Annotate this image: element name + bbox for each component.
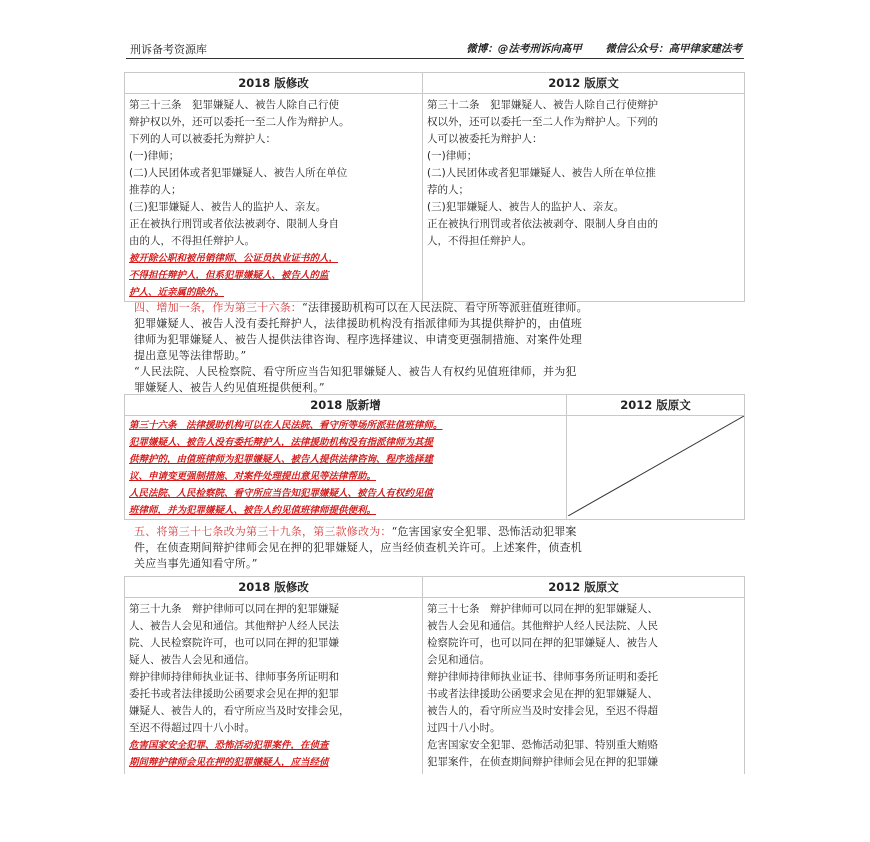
comparison-table-2 bbox=[124, 394, 745, 520]
text-line: “人民法院、人民检察院、看守所应当告知犯罪嫌疑人、被告人有权约见值班律师，并为犯 bbox=[134, 365, 577, 378]
text-line: (三)犯罪嫌疑人、被告人的监护人、亲友。 bbox=[129, 201, 327, 213]
handwritten-line: 第三十六条 法律援助机构可以在人民法院、看守所等场所派驻值班律师。 bbox=[129, 420, 443, 431]
handwritten-addition: 被开除公职和被吊销律师、公证员执业证书的人， bbox=[129, 253, 339, 264]
table3-cell-2012 bbox=[423, 598, 745, 774]
section4-paragraph bbox=[134, 300, 746, 396]
handwritten-line: 议、申请变更强制措施、对案件处理提出意见等法律帮助。 bbox=[129, 471, 377, 482]
table3-header-2018: 2018 版修改 bbox=[125, 577, 423, 598]
text-line: (二)人民团体或者犯罪嫌疑人、被告人所在单位推 bbox=[427, 167, 656, 179]
text-line: 第三十九条 辩护律师可以同在押的犯罪嫌疑 bbox=[129, 603, 339, 615]
section4-heading: 四、增加一条，作为第三十六条： bbox=[134, 301, 302, 314]
handwritten-addition: 护人、近亲属的除外。 bbox=[129, 287, 225, 298]
table1-cell-2018 bbox=[125, 94, 423, 302]
handwritten-addition: 不得担任辩护人，但系犯罪嫌疑人、被告人的监 bbox=[129, 270, 329, 281]
table1-cell-2012 bbox=[423, 94, 745, 302]
text-line: 院、人民检察院许可，也可以同在押的犯罪嫌 bbox=[129, 637, 339, 649]
text-line: 委托书或者法律援助公函要求会见在押的犯罪 bbox=[129, 688, 339, 700]
page-header bbox=[126, 40, 744, 59]
text-line: 嫌疑人、被告人的，看守所应当及时安排会见， bbox=[129, 705, 350, 717]
text-line: 犯罪案件，在侦查期间辩护律师会见在押的犯罪嫌 bbox=[427, 756, 658, 768]
text-line: 第三十七条 辩护律师可以同在押的犯罪嫌疑人、 bbox=[427, 603, 658, 615]
text-line: (一)律师； bbox=[427, 150, 478, 162]
text-line: “危害国家安全犯罪、恐怖活动犯罪案 bbox=[391, 525, 577, 538]
text-line: 辩护律师持律师执业证书、律师事务所证明和 bbox=[129, 671, 339, 683]
text-line: 检察院许可，也可以同在押的犯罪嫌疑人、被告人 bbox=[427, 637, 658, 649]
text-line: 权以外，还可以委托一至二人作为辩护人。下列的 bbox=[427, 116, 658, 128]
text-line: 正在被执行刑罚或者依法被剥夺、限制人身自由的 bbox=[427, 218, 658, 230]
table3-cell-2018 bbox=[125, 598, 423, 774]
table2-cell-2012-empty bbox=[567, 416, 745, 520]
comparison-table-1 bbox=[124, 72, 745, 302]
table2-header-2018: 2018 版新增 bbox=[125, 395, 567, 416]
handwritten-line: 供辩护的，由值班律师为犯罪嫌疑人、被告人提供法律咨询、程序选择建 bbox=[129, 454, 434, 465]
text-line: 推荐的人； bbox=[129, 184, 182, 196]
header-weibo: 微博：@法考刑诉向高甲 bbox=[466, 43, 582, 55]
text-line: 人、被告人会见和通信。其他辩护人经人民法 bbox=[129, 620, 339, 632]
header-contacts bbox=[446, 41, 742, 56]
text-line: 过四十八小时。 bbox=[427, 722, 501, 734]
text-line: 提出意见等法律帮助。” bbox=[134, 349, 247, 362]
text-line: 会见和通信。 bbox=[427, 654, 490, 666]
text-line: 第三十三条 犯罪嫌疑人、被告人除自己行使 bbox=[129, 99, 339, 111]
text-line: (一)律师； bbox=[129, 150, 180, 162]
text-line: 律师为犯罪嫌疑人、被告人提供法律咨询、程序选择建议、申请变更强制措施、对案件处理 bbox=[134, 333, 582, 346]
text-line: 疑人、被告人会见和通信。 bbox=[129, 654, 255, 666]
text-line: 被告人会见和通信。其他辩护人经人民法院、人民 bbox=[427, 620, 658, 632]
text-line: 书或者法律援助公函要求会见在押的犯罪嫌疑人、 bbox=[427, 688, 658, 700]
text-line: 被告人的，看守所应当及时安排会见，至迟不得超 bbox=[427, 705, 658, 717]
text-line: “法律援助机构可以在人民法院、看守所等派驻值班律师。 bbox=[302, 301, 588, 314]
comparison-table-3 bbox=[124, 576, 745, 774]
text-line: 荐的人； bbox=[427, 184, 469, 196]
text-line: 罪嫌疑人、被告人约见值班提供便利。” bbox=[134, 381, 325, 394]
table1-header-2012: 2012 版原文 bbox=[423, 73, 745, 94]
table2-header-2012: 2012 版原文 bbox=[567, 395, 745, 416]
header-title: 刑诉备考资源库 bbox=[130, 43, 207, 56]
section5-heading: 五、将第三十七条改为第三十九条，第三款修改为： bbox=[134, 525, 392, 538]
table2-cell-2018 bbox=[125, 416, 567, 520]
text-line: (二)人民团体或者犯罪嫌疑人、被告人所在单位 bbox=[129, 167, 348, 179]
text-line: 犯罪嫌疑人、被告人没有委托辩护人，法律援助机构没有指派律师为其提供辩护的，由值班 bbox=[134, 317, 582, 330]
text-line: 辩护权以外，还可以委托一至二人作为辩护人。 bbox=[129, 116, 350, 128]
handwritten-line: 班律师，并为犯罪嫌疑人、被告人约见值班律师提供便利。 bbox=[129, 505, 377, 516]
handwritten-line: 犯罪嫌疑人、被告人没有委托辩护人，法律援助机构没有指派律师为其提 bbox=[129, 437, 434, 448]
text-line: 危害国家安全犯罪、恐怖活动犯罪、特别重大贿赂 bbox=[427, 739, 658, 751]
header-wechat: 微信公众号：高甲律家建法考 bbox=[605, 43, 742, 55]
text-line: 辩护律师持律师执业证书、律师事务所证明和委托 bbox=[427, 671, 658, 683]
text-line: 正在被执行刑罚或者依法被剥夺、限制人身自 bbox=[129, 218, 339, 230]
section5-paragraph bbox=[134, 524, 746, 572]
text-line: 下列的人可以被委托为辩护人： bbox=[129, 133, 276, 145]
text-line: 第三十二条 犯罪嫌疑人、被告人除自己行使辩护 bbox=[427, 99, 658, 111]
handwritten-line: 人民法院、人民检察院、看守所应当告知犯罪嫌疑人、被告人有权约见值 bbox=[129, 488, 434, 499]
text-line: 由的人，不得担任辩护人。 bbox=[129, 235, 255, 247]
handwritten-addition: 期间辩护律师会见在押的犯罪嫌疑人，应当经侦 bbox=[129, 757, 329, 768]
handwritten-addition: 危害国家安全犯罪、恐怖活动犯罪案件，在侦查 bbox=[129, 740, 329, 751]
text-line: 人，不得担任辩护人。 bbox=[427, 235, 532, 247]
table3-header-2012: 2012 版原文 bbox=[423, 577, 745, 598]
text-line: 人可以被委托为辩护人： bbox=[427, 133, 543, 145]
text-line: 关应当事先通知看守所。” bbox=[134, 557, 258, 570]
table1-header-2018: 2018 版修改 bbox=[125, 73, 423, 94]
text-line: 至迟不得超过四十八小时。 bbox=[129, 722, 255, 734]
text-line: 件，在侦查期间辩护律师会见在押的犯罪嫌疑人，应当经侦查机关许可。上述案件，侦查机 bbox=[134, 541, 582, 554]
diagonal-strike bbox=[567, 416, 745, 516]
text-line: (三)犯罪嫌疑人、被告人的监护人、亲友。 bbox=[427, 201, 625, 213]
